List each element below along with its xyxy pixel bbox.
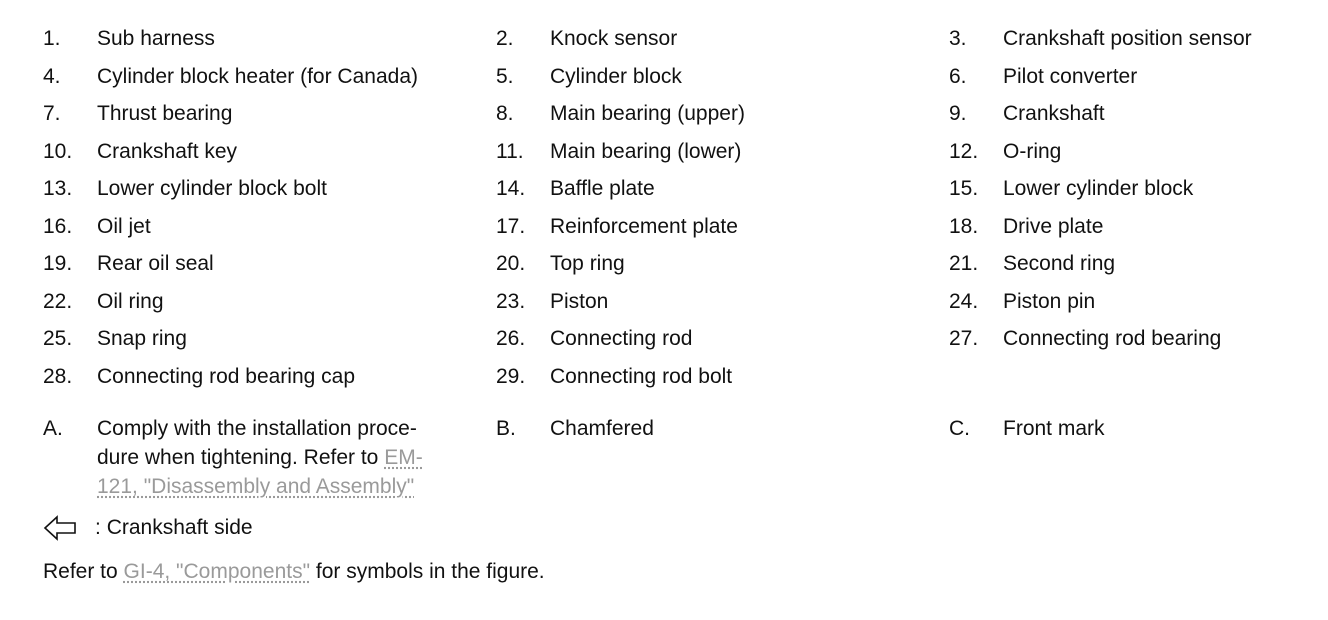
arrow-note-text: Crankshaft side — [106, 516, 253, 539]
item-label: Connecting rod — [550, 327, 693, 350]
note-c-text: Front mark — [1003, 417, 1105, 440]
item-label: Oil ring — [97, 289, 164, 313]
item-number: 16. — [43, 214, 73, 238]
item-number: 22. — [43, 289, 73, 313]
em-121-link-part1[interactable]: EM- — [384, 446, 423, 469]
item-label: Snap ring — [97, 327, 187, 350]
item-number: 5. — [496, 64, 514, 88]
item-label: Oil jet — [97, 214, 151, 238]
item-label: Main bearing (lower) — [550, 139, 742, 163]
item-number: 24. — [949, 289, 979, 313]
item-number: 17. — [496, 214, 526, 238]
item-number: 8. — [496, 102, 514, 125]
note-c-letter: C. — [949, 417, 970, 440]
footer-suffix: for symbols in the figure. — [310, 560, 545, 583]
item-number: 15. — [949, 177, 979, 200]
note-a-line2-prefix: dure when tightening. Refer to — [97, 446, 385, 469]
item-number: 20. — [496, 252, 526, 275]
note-b-letter: B. — [496, 417, 516, 440]
hollow-left-arrow-icon — [43, 514, 79, 542]
item-label: Crankshaft — [1003, 102, 1105, 125]
item-number: 18. — [949, 214, 979, 238]
item-number: 6. — [949, 64, 967, 88]
item-number: 28. — [43, 364, 73, 388]
gi-4-components-link[interactable]: GI-4, "Components" — [123, 560, 311, 583]
item-number: 3. — [949, 27, 967, 50]
item-number: 25. — [43, 327, 73, 350]
item-number: 4. — [43, 64, 61, 88]
crankshaft-side-note — [43, 512, 253, 544]
item-label: Crankshaft position sensor — [1003, 27, 1252, 50]
item-label: Top ring — [550, 252, 625, 275]
item-label: Pilot converter — [1003, 64, 1138, 88]
item-label: Piston — [550, 289, 609, 313]
item-label: Baffle plate — [550, 177, 655, 200]
item-label: Connecting rod bolt — [550, 364, 733, 388]
item-number: 13. — [43, 177, 73, 200]
item-label: Connecting rod bearing cap — [97, 364, 356, 388]
item-label: Lower cylinder block bolt — [97, 177, 327, 200]
item-number: 23. — [496, 289, 526, 313]
item-label: Cylinder block heater (for Canada) — [97, 64, 418, 88]
item-number: 2. — [496, 27, 514, 50]
arrow-separator: : — [95, 516, 101, 539]
item-label: Crankshaft key — [97, 139, 238, 163]
item-number: 10. — [43, 139, 73, 163]
item-number: 29. — [496, 364, 526, 388]
item-label: Connecting rod bearing — [1003, 327, 1222, 350]
item-label: Lower cylinder block — [1003, 177, 1194, 200]
item-number: 1. — [43, 27, 61, 50]
note-a-letter: A. — [43, 417, 63, 440]
item-label: Rear oil seal — [97, 252, 214, 275]
item-label: O-ring — [1003, 139, 1062, 163]
item-label: Piston pin — [1003, 289, 1096, 313]
note-a-text — [97, 414, 467, 501]
item-number: 9. — [949, 102, 967, 125]
em-121-link-part2[interactable]: 121, "Disassembly and Assembly" — [97, 475, 415, 498]
item-number: 21. — [949, 252, 979, 275]
note-a-line1: Comply with the installation proce- — [97, 417, 417, 440]
item-label: Thrust bearing — [97, 102, 233, 125]
item-number: 27. — [949, 327, 979, 350]
parts-legend-grid — [43, 20, 1303, 395]
item-number: 19. — [43, 252, 73, 275]
item-number: 7. — [43, 102, 61, 125]
item-label: Knock sensor — [550, 27, 678, 50]
item-label: Sub harness — [97, 27, 215, 50]
item-number: 11. — [496, 139, 524, 163]
item-number: 26. — [496, 327, 526, 350]
notes-grid — [43, 414, 1303, 501]
footer-prefix: Refer to — [43, 560, 124, 583]
item-number: 14. — [496, 177, 526, 200]
item-label: Second ring — [1003, 252, 1116, 275]
footer-reference — [43, 557, 545, 587]
note-b-text: Chamfered — [550, 417, 654, 440]
item-number: 12. — [949, 139, 979, 163]
item-label: Main bearing (upper) — [550, 102, 745, 125]
item-label: Cylinder block — [550, 64, 682, 88]
item-label: Drive plate — [1003, 214, 1104, 238]
item-label: Reinforcement plate — [550, 214, 738, 238]
